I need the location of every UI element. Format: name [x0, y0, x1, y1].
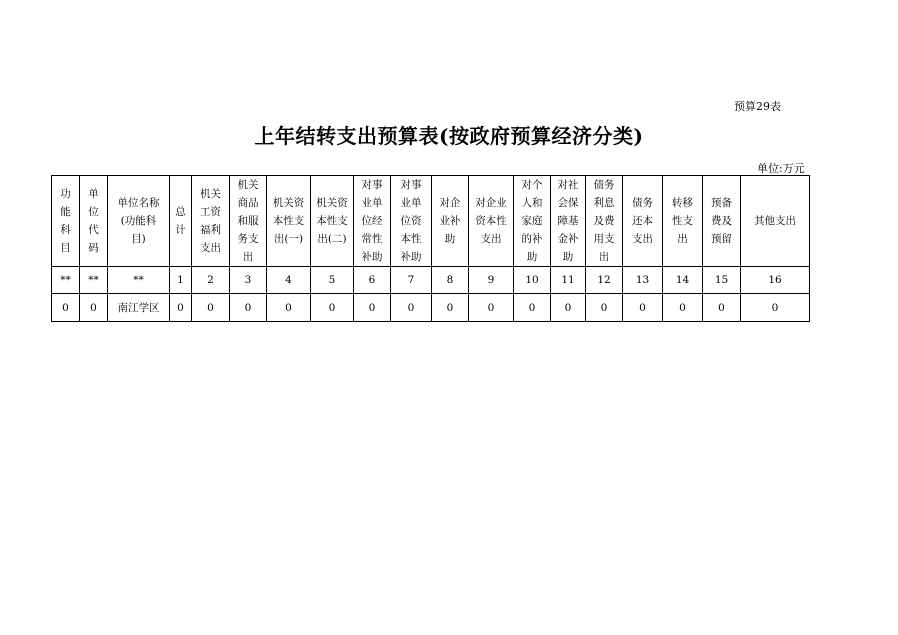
index-cell: 11: [551, 267, 586, 294]
table-cell: 0: [267, 294, 311, 322]
table-header-row: [52, 176, 810, 267]
index-cell: 10: [514, 267, 551, 294]
table-cell: 0: [192, 294, 230, 322]
index-cell: 12: [586, 267, 623, 294]
index-cell: 2: [192, 267, 230, 294]
header-cell: 预备 费及 预留: [703, 176, 741, 267]
header-cell: 对企业 资本性 支出: [469, 176, 514, 267]
header-cell: 转移 性支 出: [663, 176, 703, 267]
index-cell: 13: [623, 267, 663, 294]
header-cell: 对社 会保 障基 金补 助: [551, 176, 586, 267]
unit-name-cell: 南江学区: [108, 294, 170, 322]
table-cell: 0: [514, 294, 551, 322]
header-cell: 对事 业单 位资 本性 补助: [391, 176, 432, 267]
header-cell: 单 位 代 码: [80, 176, 108, 267]
index-cell: 7: [391, 267, 432, 294]
table-cell: 0: [551, 294, 586, 322]
header-cell: 单位名称 (功能科 目): [108, 176, 170, 267]
table-cell: 0: [52, 294, 80, 322]
table-cell: 0: [623, 294, 663, 322]
table-cell: 0: [741, 294, 810, 322]
header-cell: 对企 业补 助: [432, 176, 469, 267]
table-row: [52, 294, 810, 322]
index-cell: **: [52, 267, 80, 294]
table-cell: 0: [230, 294, 267, 322]
header-cell: 对事 业单 位经 常性 补助: [354, 176, 391, 267]
index-cell: **: [108, 267, 170, 294]
table-cell: 0: [663, 294, 703, 322]
header-cell: 对个 人和 家庭 的补 助: [514, 176, 551, 267]
index-cell: 15: [703, 267, 741, 294]
table-cell: 0: [469, 294, 514, 322]
header-cell: 机关资 本性支 出(二): [311, 176, 354, 267]
table-cell: 0: [311, 294, 354, 322]
index-cell: 8: [432, 267, 469, 294]
table-cell: 0: [586, 294, 623, 322]
index-cell: 3: [230, 267, 267, 294]
header-cell: 机关 商品 和服 务支 出: [230, 176, 267, 267]
index-cell: 16: [741, 267, 810, 294]
header-cell: 其他支出: [741, 176, 810, 267]
index-cell: **: [80, 267, 108, 294]
index-cell: 5: [311, 267, 354, 294]
index-cell: 6: [354, 267, 391, 294]
unit-label: 单位:万元: [757, 162, 805, 175]
table-cell: 0: [391, 294, 432, 322]
index-cell: 14: [663, 267, 703, 294]
header-cell: 债务 还本 支出: [623, 176, 663, 267]
header-cell: 债务 利息 及费 用支 出: [586, 176, 623, 267]
header-cell: 机关资 本性支 出(一): [267, 176, 311, 267]
index-cell: 4: [267, 267, 311, 294]
table-cell: 0: [432, 294, 469, 322]
budget-table: [51, 175, 810, 322]
header-cell: 功 能 科 目: [52, 176, 80, 267]
table-index-row: [52, 267, 810, 294]
header-cell: 机关 工资 福利 支出: [192, 176, 230, 267]
table-cell: 0: [170, 294, 192, 322]
document-number: 预算29表: [734, 100, 781, 113]
table-cell: 0: [703, 294, 741, 322]
table-cell: 0: [354, 294, 391, 322]
header-cell: 总 计: [170, 176, 192, 267]
table-cell: 0: [80, 294, 108, 322]
index-cell: 9: [469, 267, 514, 294]
page-title: 上年结转支出预算表(按政府预算经济分类): [254, 124, 644, 148]
index-cell: 1: [170, 267, 192, 294]
